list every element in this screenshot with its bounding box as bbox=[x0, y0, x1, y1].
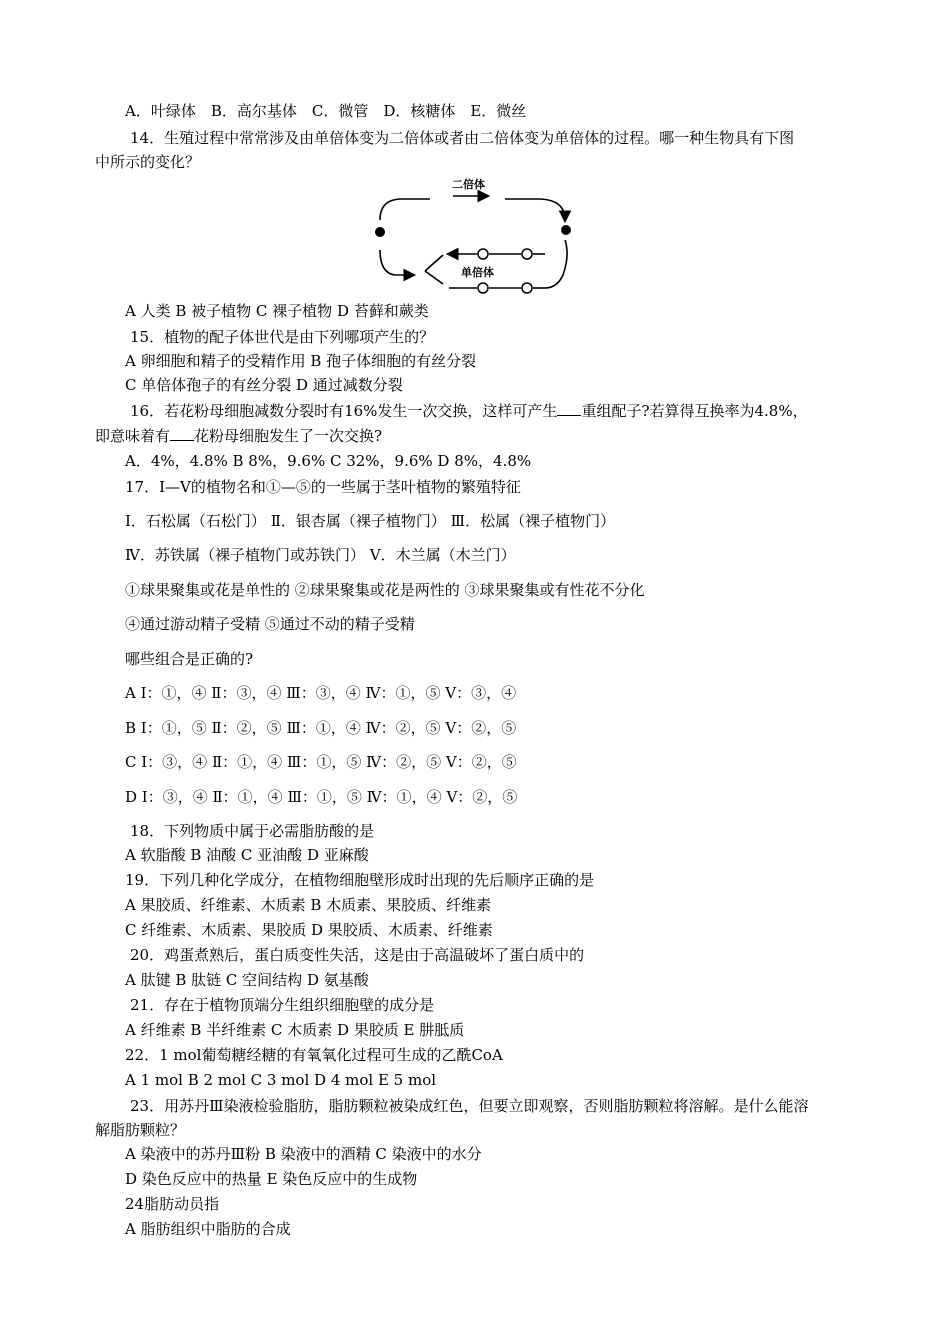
q17-option-d: D Ⅰ：③，④ Ⅱ：①，④ Ⅲ：①，⑤ Ⅳ：①，④ Ⅴ：②，⑤ bbox=[125, 788, 518, 806]
q15-options-1: A 卵细胞和精子的受精作用 B 孢子体细胞的有丝分裂 bbox=[125, 352, 477, 370]
q17-traits-1: ①球果聚集或花是单性的 ②球果聚集或花是两性的 ③球果聚集或有性花不分化 bbox=[125, 581, 645, 599]
q21-stem: 21．存在于植物顶端分生组织细胞壁的成分是 bbox=[130, 996, 435, 1014]
diploid-dot-left bbox=[375, 227, 385, 237]
q23-stem-1: 23．用苏丹Ⅲ染液检验脂肪，脂肪颗粒被染成红色，但要立即观察，否则脂肪颗粒将溶解。是什么能溶 bbox=[130, 1097, 809, 1115]
q13-options: A．叶绿体 B．高尔基体 C．微管 D．核糖体 E．微丝 bbox=[125, 102, 527, 120]
q16-stem-2: 即意味着有 花粉母细胞发生了一次交换? bbox=[95, 427, 383, 445]
q17-plants-1: Ⅰ．石松属（石松门） Ⅱ．银杏属（裸子植物门） Ⅲ．松属（裸子植物门） bbox=[125, 512, 616, 530]
q15-options-2: C 单倍体孢子的有丝分裂 D 通过减数分裂 bbox=[125, 376, 403, 394]
q14-options: A 人类 B 被子植物 C 裸子植物 D 苔藓和蕨类 bbox=[125, 302, 429, 320]
q17-option-a: A Ⅰ：①，④ Ⅱ：③，④ Ⅲ：③，④ Ⅳ：①，⑤ Ⅴ：③，④ bbox=[125, 684, 517, 702]
q17-stem: 17．Ⅰ—Ⅴ的植物名和①—⑤的一些属于茎叶植物的繁殖特征 bbox=[125, 478, 521, 496]
q19-stem: 19．下列几种化学成分，在植物细胞壁形成时出现的先后顺序正确的是 bbox=[125, 871, 595, 889]
ploidy-cycle-diagram bbox=[365, 175, 580, 300]
q22-stem: 22．1 mol葡萄糖经糖的有氧氧化过程可生成的乙酰CoA bbox=[125, 1046, 503, 1064]
haploid-label: 单倍体 bbox=[461, 266, 494, 279]
q20-stem: 20．鸡蛋煮熟后，蛋白质变性失活，这是由于高温破坏了蛋白质中的 bbox=[130, 946, 585, 964]
q17-traits-2: ④通过游动精子受精 ⑤通过不动的精子受精 bbox=[125, 615, 415, 633]
diploid-dot-right bbox=[561, 225, 571, 235]
q16-stem-1: 16．若花粉母细胞减数分裂时有16%发生一次交换，这样可产生 重组配子?若算得互换率为4.8%， bbox=[130, 402, 808, 420]
q17-question: 哪些组合是正确的? bbox=[125, 650, 254, 668]
diploid-label: 二倍体 bbox=[452, 178, 485, 191]
q21-options: A 纤维素 B 半纤维素 C 木质素 D 果胶质 E 肼胝质 bbox=[125, 1021, 465, 1039]
q17-plants-2: Ⅳ．苏铁属（裸子植物门或苏铁门） Ⅴ．木兰属（木兰门） bbox=[125, 546, 516, 564]
q16-options: A．4%，4.8% B 8%，9.6% C 32%，9.6% D 8%，4.8% bbox=[125, 452, 532, 470]
q14-stem-2: 中所示的变化？ bbox=[95, 153, 201, 171]
q19-options-2: C 纤维素、木质素、果胶质 D 果胶质、木质素、纤维素 bbox=[125, 921, 493, 939]
q19-options-1: A 果胶质、纤维素、木质素 B 木质素、果胶质、纤维素 bbox=[125, 896, 492, 914]
q17-option-b: B Ⅰ：①，⑤ Ⅱ：②，⑤ Ⅲ：①，④ Ⅳ：②，⑤ Ⅴ：②，⑤ bbox=[125, 719, 517, 737]
q24-option-a: A 脂肪组织中脂肪的合成 bbox=[125, 1220, 291, 1238]
q23-options-1: A 染液中的苏丹Ⅲ粉 B 染液中的酒精 C 染液中的水分 bbox=[125, 1145, 482, 1163]
q15-stem: 15．植物的配子体世代是由下列哪项产生的？ bbox=[130, 328, 435, 346]
q18-options: A 软脂酸 B 油酸 C 亚油酸 D 亚麻酸 bbox=[125, 846, 369, 864]
q17-option-c: C Ⅰ：③，④ Ⅱ：①，④ Ⅲ：①，⑤ Ⅳ：②，⑤ Ⅴ：②，⑤ bbox=[125, 753, 517, 771]
q23-options-2: D 染色反应中的热量 E 染色反应中的生成物 bbox=[125, 1170, 418, 1188]
q20-options: A 肽键 B 肽链 C 空间结构 D 氨基酸 bbox=[125, 971, 369, 989]
q14-stem-1: 14．生殖过程中常常涉及由单倍体变为二倍体或者由二倍体变为单倍体的过程。哪一种生物具有下图 bbox=[130, 129, 795, 147]
q24-stem: 24脂肪动员指 bbox=[125, 1195, 220, 1213]
q22-options: A 1 mol B 2 mol C 3 mol D 4 mol E 5 mol bbox=[125, 1071, 437, 1089]
q23-stem-2: 解脂肪颗粒？ bbox=[95, 1121, 186, 1139]
q18-stem: 18．下列物质中属于必需脂肪酸的是 bbox=[130, 822, 375, 840]
